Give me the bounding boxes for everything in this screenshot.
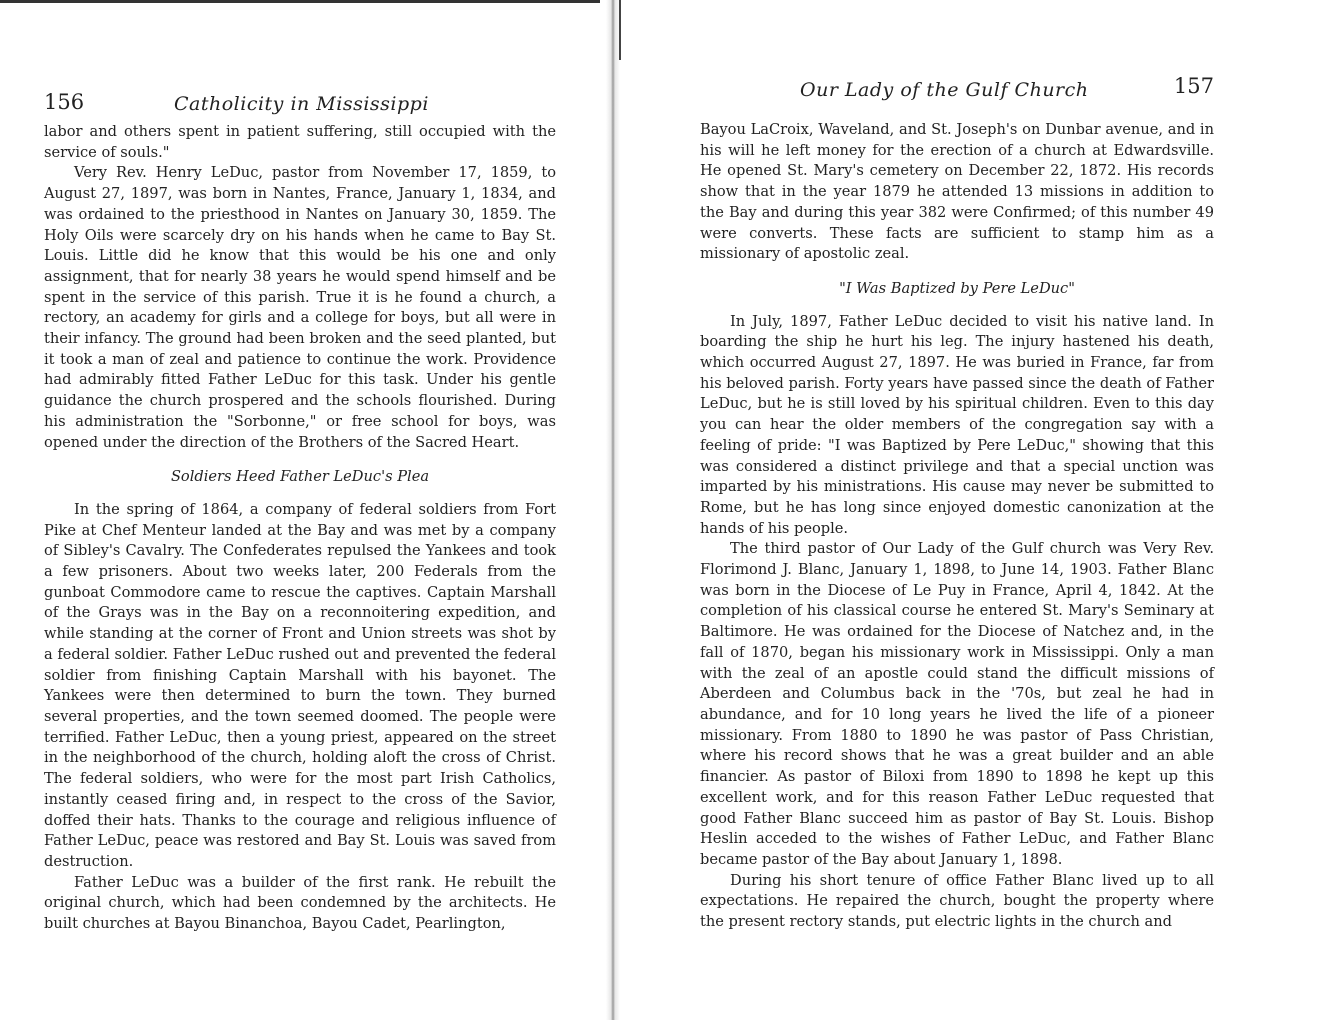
top-edge-rule <box>0 0 600 3</box>
section-heading: Soldiers Heed Father LeDuc's Plea <box>170 468 430 486</box>
right-page <box>700 76 1214 933</box>
paragraph: Bayou LaCroix, Waveland, and St. Joseph's on Dunbar avenue, and in his will he left money for the erection of a church at Edwardsville. He opened St. Mary's cemetery on December 22, 1872. His records show that in the year 1879 he attended 13 missions in addition to the Bay and during this year 382 were Confirmed; of this number 49 were converts. These facts are sufficient to stamp him as a missionary of apostolic zeal. <box>700 121 1214 263</box>
paragraph: In the spring of 1864, a company of federal soldiers from Fort Pike at Chef Menteur landed at the Bay and was met by a company of Sibley's Cavalry. The Confederates repulsed the Yankees and took a few prisoners. About two weeks later, 200 Federals from the gunboat Commodore came to rescue the captives. Captain Marshall of the Grays was in the Bay on a reconnoitering expedition, and while standing at the corner of Front and Union streets was shot by a federal soldier. Father LeDuc rushed out and prevented the federal soldier from finishing Captain Marshall with his bayonet. The Yankees were then determined to burn the town. They burned several properties, and the town seemed doomed. The people were terrified. Father LeDuc, then a young priest, appeared on the street in the neighborhood of the church, holding aloft the cross of Christ. The federal soldiers, who were for the most part Irish Catholics, instantly ceased firing and, in respect to the cross of the Savior, doffed their hats. Thanks to the courage and religious influence of Father LeDuc, peace was restored and Bay St. Louis was saved from destruction. <box>44 500 556 870</box>
running-head: Our Lady of the Gulf Church <box>800 79 1089 101</box>
book-gutter <box>606 0 620 1020</box>
running-head: Catholicity in Mississippi <box>174 93 429 115</box>
gutter-edge-line <box>619 0 621 60</box>
paragraph: In July, 1897, Father LeDuc decided to visit his native land. In boarding the ship he hurt his leg. The injury hastened his death, which occurred August 27, 1897. He was buried in France, far from his beloved parish. Forty years have passed since the death of Father LeDuc, but he is still loved by his spiritual children. Even to this day you can hear the older members of the congregation say with a feeling of pride: "I was Baptized by Pere LeDuc," showing that this was considered a distinct privilege and that a special unction was imparted by his ministrations. His cause may never be submitted to Rome, but he has long since enjoyed domestic canonization at the hands of his people. <box>700 312 1214 537</box>
paragraph: labor and others spent in patient suffering, still occupied with the service of souls." <box>44 123 556 161</box>
left-page <box>44 78 556 935</box>
page-number: 157 <box>1173 74 1214 98</box>
page-number: 156 <box>44 90 85 114</box>
paragraph: During his short tenure of office Father Blanc lived up to all expectations. He repaired the church, bought the property where the present rectory stands, put electric lights in the church and <box>700 871 1214 931</box>
right-page-header <box>700 76 1214 120</box>
section-heading: "I Was Baptized by Pere LeDuc" <box>839 279 1075 297</box>
paragraph: Father LeDuc was a builder of the first rank. He rebuilt the original church, which had been condemned by the architects. He built churches at Bayou Binanchoa, Bayou Cadet, Pearlington, <box>44 873 556 933</box>
left-page-header <box>44 78 556 122</box>
paragraph: Very Rev. Henry LeDuc, pastor from November 17, 1859, to August 27, 1897, was born in Nantes, France, January 1, 1834, and was ordained to the priesthood in Nantes on January 30, 1859. The Holy Oils were scarcely dry on his hands when he came to Bay St. Louis. Little did he know that this would be his one and only assignment, that for nearly 38 years he would spend himself and be spent in the service of this parish. True it is he found a church, a rectory, an academy for girls and a college for boys, but all were in their infancy. The ground had been broken and the seed planted, but it took a man of zeal and patience to continue the work. Providence had admirably fitted Father LeDuc for this task. Under his gentle guidance the church prospered and the schools flourished. During his administration the "Sorbonne," or free school for boys, was opened under the direction of the Brothers of the Sacred Heart. <box>44 164 556 451</box>
paragraph: The third pastor of Our Lady of the Gulf church was Very Rev. Florimond J. Blanc, January 1, 1898, to June 14, 1903. Father Blanc was born in the Diocese of Le Puy in France, April 4, 1842. At the completion of his classical course he entered St. Mary's Seminary at Baltimore. He was ordained for the Diocese of Natchez and, in the fall of 1870, began his missionary work in Mississippi. Only a man with the zeal of an apostle could stand the difficult missions of Aberdeen and Columbus back in the '70s, but zeal he had in abundance, and for 10 long years he lived the life of a pioneer missionary. From 1880 to 1890 he was pastor of Pass Christian, where his record shows that he was a great builder and an able financier. As pastor of Biloxi from 1890 to 1898 he kept up this excellent work, and for this reason Father LeDuc requested that good Father Blanc succeed him as pastor of Bay St. Louis. Bishop Heslin acceded to the wishes of Father LeDuc, and Father Blanc became pastor of the Bay about January 1, 1898. <box>700 540 1214 868</box>
